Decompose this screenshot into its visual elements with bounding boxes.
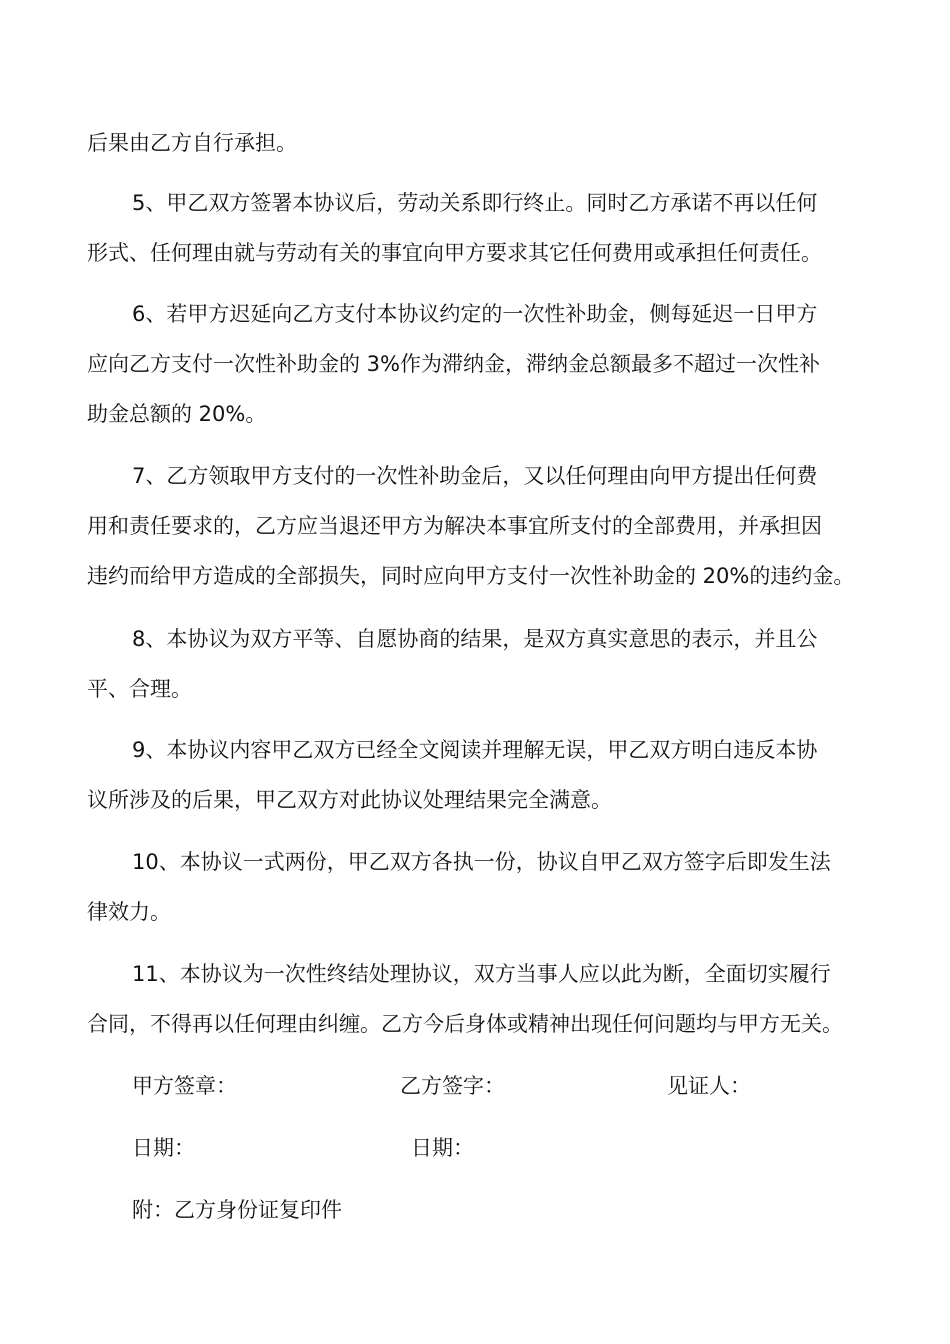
intro-line: 后果由乙方自行承担。 [87,131,297,155]
clause-10-line-2: 律效力。 [87,900,171,924]
clause-11-line-1: 11、本协议为一次性终结处理协议，双方当事人应以此为断，全面切实履行 [132,962,831,986]
party-a-date-label: 日期： [132,1136,195,1160]
clause-9-line-1: 9、本协议内容甲乙双方已经全文阅读并理解无误，甲乙双方明白违反本协 [132,738,818,762]
clause-6-line-3: 助金总额的 20%。 [87,402,267,426]
clause-6-line-2: 应向乙方支付一次性补助金的 3%作为滞纳金，滞纳金总额最多不超过一次性补 [87,352,820,376]
clause-8-line-1: 8、本协议为双方平等、自愿协商的结果，是双方真实意思的表示，并且公 [132,627,818,651]
attachment-note: 附：乙方身份证复印件 [132,1198,342,1222]
clause-7-line-3: 违约而给甲方造成的全部损失，同时应向甲方支付一次性补助金的 20%的违约金。 [87,564,855,588]
party-b-date-label: 日期： [411,1136,474,1160]
party-a-seal-label: 甲方签章： [132,1074,237,1098]
clause-6-line-1: 6、若甲方迟延向乙方支付本协议约定的一次性补助金，侧每延迟一日甲方 [132,302,818,326]
clause-7-line-2: 用和责任要求的，乙方应当退还甲方为解决本事宜所支付的全部费用，并承担因 [87,514,822,538]
clause-5-line-1: 5、甲乙双方签署本协议后，劳动关系即行终止。同时乙方承诺不再以任何 [132,191,818,215]
clause-9-line-2: 议所涉及的后果，甲乙双方对此协议处理结果完全满意。 [87,788,612,812]
clause-8-line-2: 平、合理。 [87,677,192,701]
witness-label: 见证人： [667,1074,751,1098]
clause-10-line-1: 10、本协议一式两份，甲乙双方各执一份，协议自甲乙双方签字后即发生法 [132,850,831,874]
clause-5-line-2: 形式、任何理由就与劳动有关的事宜向甲方要求其它任何费用或承担任何责任。 [87,241,822,265]
clause-7-line-1: 7、乙方领取甲方支付的一次性补助金后，又以任何理由向甲方提出任何费 [132,464,818,488]
party-b-sign-label: 乙方签字： [400,1074,505,1098]
clause-11-line-2: 合同，不得再以任何理由纠缠。乙方今后身体或精神出现任何问题均与甲方无关。 [87,1012,843,1036]
